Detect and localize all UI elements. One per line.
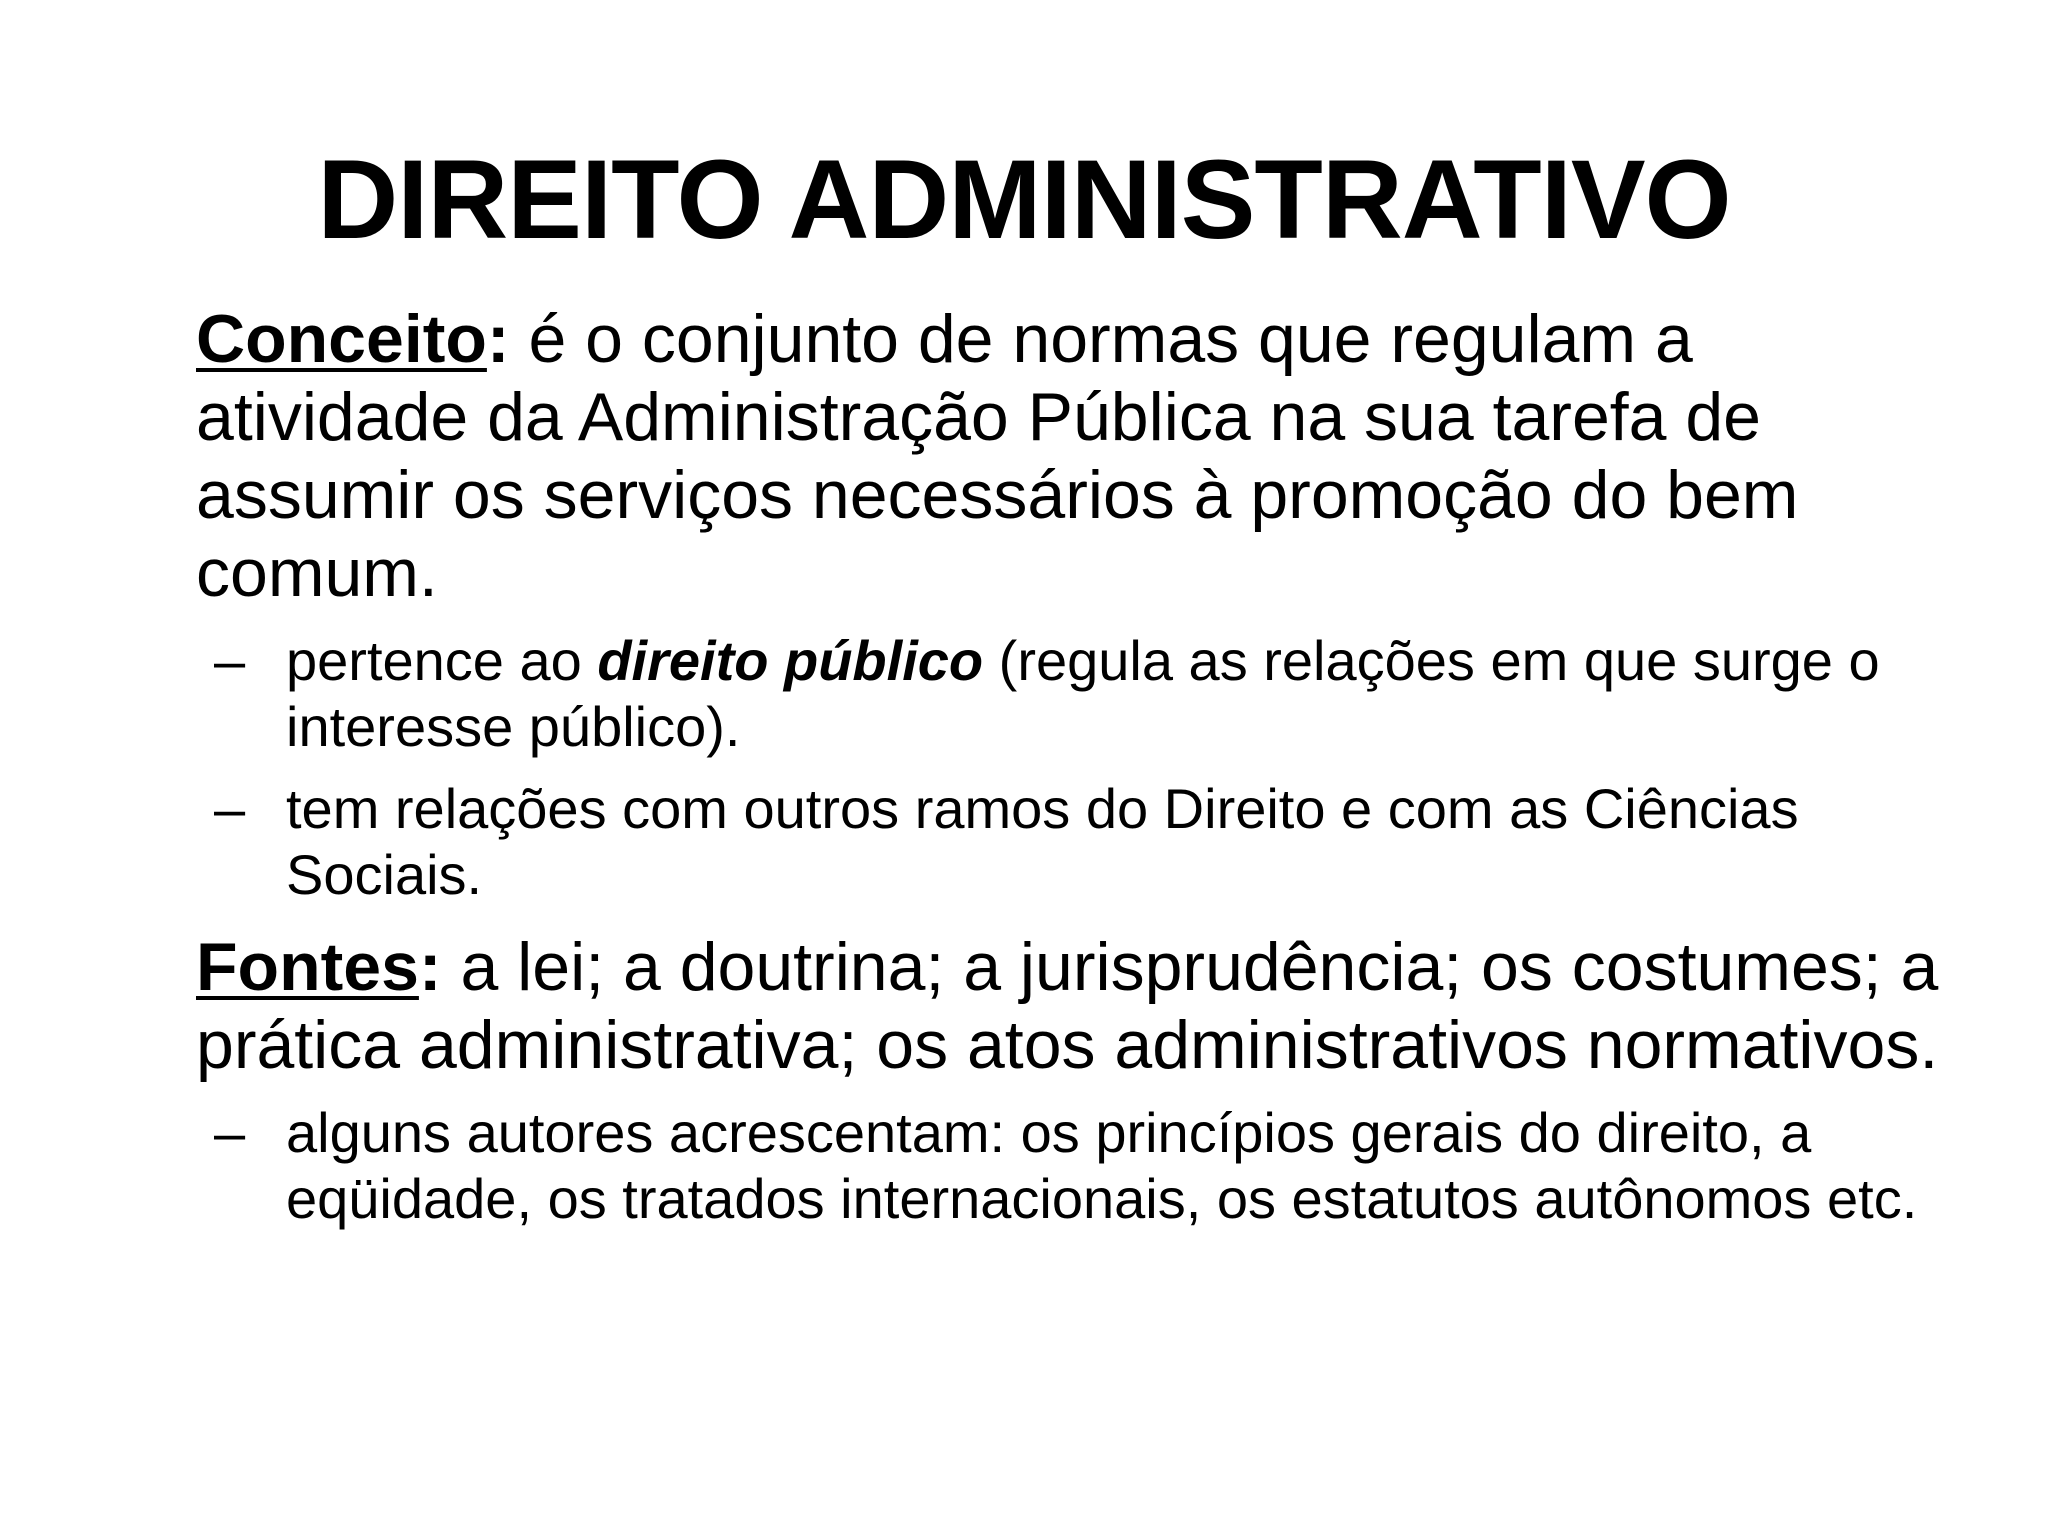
bullet-text-before: pertence ao [286, 629, 598, 692]
conceito-text: é o conjunto de normas que regulam a atividade da Administração Pública na sua tarefa de assumir os serviços necessários à promoção do bem comum. [196, 301, 1799, 611]
dash-bullet-icon: – [214, 1101, 246, 1164]
bullet-text: alguns autores acrescentam: os princípios gerais do direito, a eqüidade, os tratados internacionais, os estatutos autônomos etc. [286, 1101, 1918, 1230]
slide-body [196, 300, 1956, 1232]
dash-bullet-icon: – [214, 777, 246, 840]
fontes-label: Fontes [196, 929, 419, 1005]
fontes-paragraph [196, 928, 1956, 1084]
conceito-label: Conceito [196, 301, 487, 377]
bullet-text-after: (regula as relações em que surge o interesse público). [286, 629, 1880, 758]
conceito-bullet-2 [196, 776, 1956, 908]
conceito-paragraph [196, 300, 1956, 612]
conceito-colon: : [486, 301, 510, 377]
bullet-emphasis: direito público [597, 629, 984, 692]
fontes-bullet-1 [196, 1100, 1956, 1232]
fontes-text: a lei; a doutrina; a jurisprudência; os costumes; a prática administrativa; os atos administrativos normativos. [196, 929, 1939, 1083]
conceito-bullet-1 [196, 628, 1956, 760]
dash-bullet-icon: – [214, 629, 246, 692]
fontes-colon: : [418, 929, 442, 1005]
slide-title: DIREITO ADMINISTRATIVO [317, 137, 1731, 262]
bullet-text: tem relações com outros ramos do Direito e com as Ciências Sociais. [286, 777, 1799, 906]
